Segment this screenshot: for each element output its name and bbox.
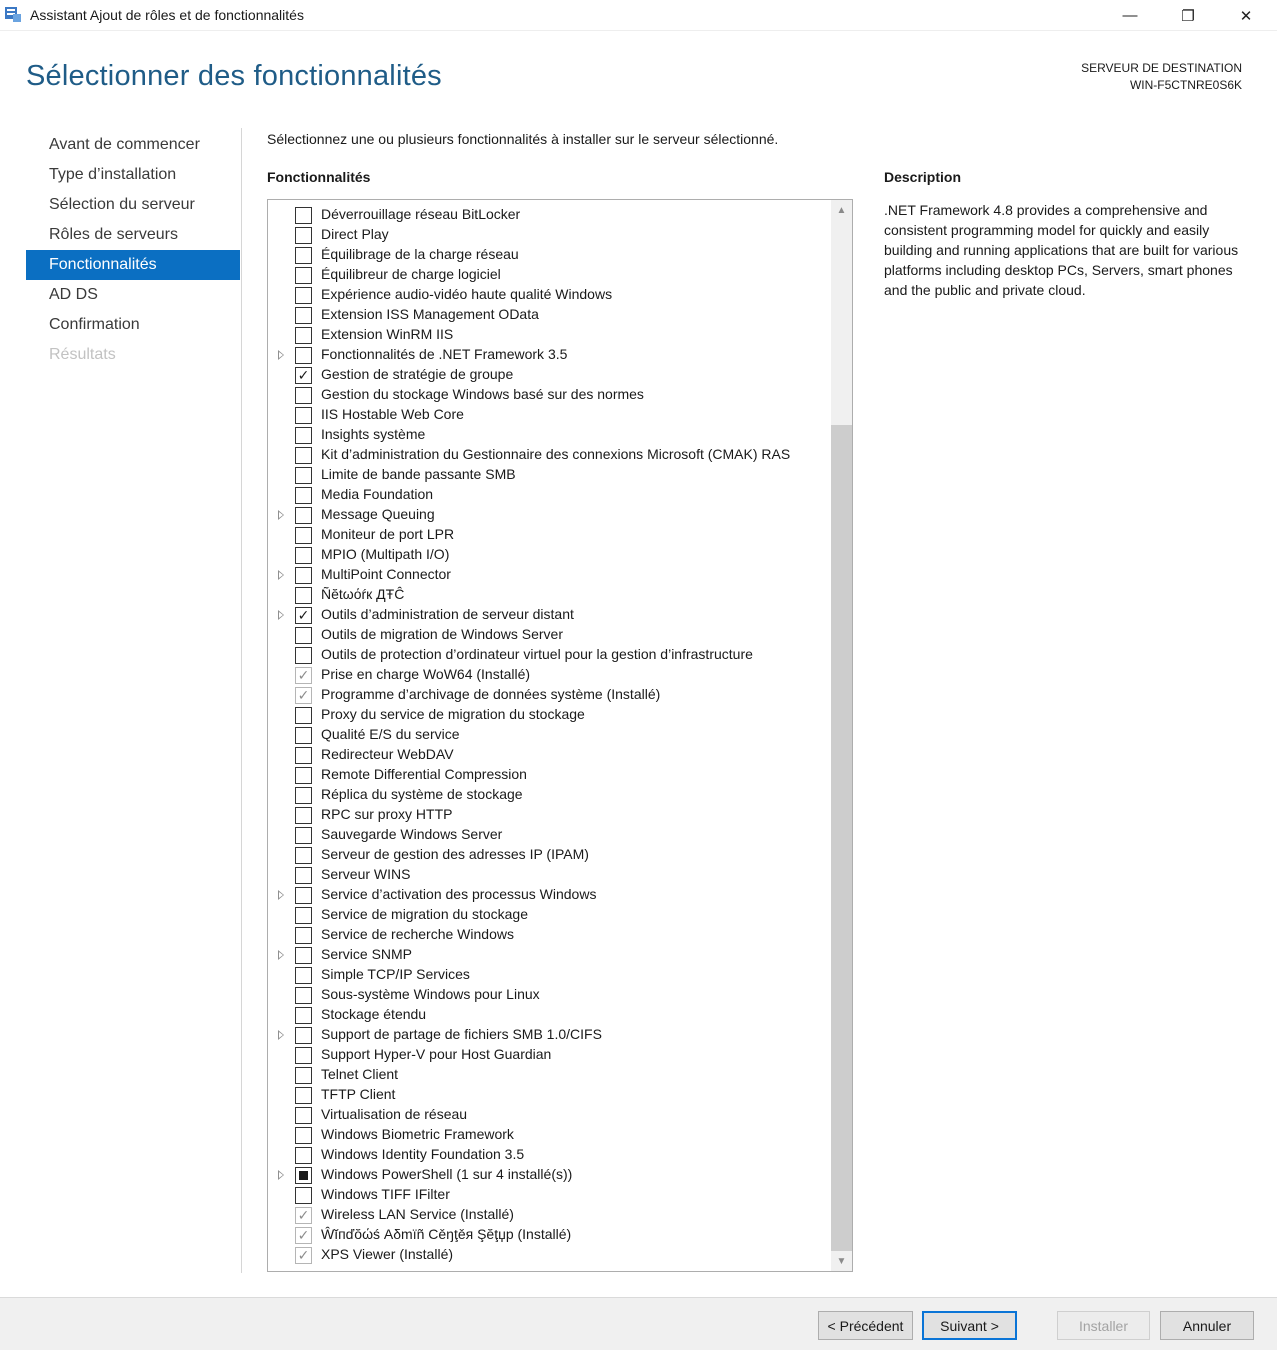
feature-label: Windows Biometric Framework <box>321 1126 514 1142</box>
previous-button[interactable]: < Précédent <box>818 1311 913 1340</box>
cancel-button[interactable]: Annuler <box>1160 1311 1254 1340</box>
feature-checkbox[interactable] <box>295 467 312 484</box>
feature-checkbox[interactable] <box>295 987 312 1004</box>
feature-checkbox[interactable] <box>295 767 312 784</box>
feature-label: Insights système <box>321 426 426 442</box>
feature-label: Qualité E/S du service <box>321 726 460 742</box>
restore-icon: ❐ <box>1181 7 1195 25</box>
minimize-icon: — <box>1122 7 1138 24</box>
scroll-down-button[interactable] <box>831 1251 852 1271</box>
feature-row[interactable] <box>268 605 831 625</box>
feature-row[interactable] <box>268 445 831 465</box>
feature-label: Serveur de gestion des adresses IP (IPAM) <box>321 846 589 862</box>
feature-row[interactable] <box>268 585 831 605</box>
feature-row[interactable] <box>268 365 831 385</box>
feature-checkbox[interactable] <box>295 867 312 884</box>
feature-label: Gestion du stockage Windows basé sur des normes <box>321 386 644 402</box>
feature-label: RPC sur proxy HTTP <box>321 806 453 822</box>
feature-row[interactable] <box>268 745 831 765</box>
nav-item: Résultats <box>49 346 116 363</box>
feature-row[interactable] <box>268 1125 831 1145</box>
feature-checkbox[interactable] <box>295 587 312 604</box>
feature-label: MultiPoint Connector <box>321 566 451 582</box>
next-button[interactable]: Suivant > <box>922 1311 1017 1340</box>
feature-checkbox[interactable] <box>295 347 312 364</box>
features-scrollbar[interactable] <box>831 200 852 1271</box>
feature-label: TFTP Client <box>321 1086 396 1102</box>
feature-checkbox: ✓ <box>295 1227 312 1244</box>
features-heading: Fonctionnalités <box>267 169 371 185</box>
nav-item[interactable]: Fonctionnalités <box>26 250 240 280</box>
feature-label: Gestion de stratégie de groupe <box>321 366 514 382</box>
feature-row[interactable] <box>268 1225 831 1245</box>
server-manager-icon <box>4 5 22 23</box>
feature-row[interactable] <box>268 305 831 325</box>
feature-label: Programme d’archivage de données système (Installé) <box>321 686 661 702</box>
feature-checkbox[interactable] <box>295 727 312 744</box>
feature-checkbox[interactable] <box>295 507 312 524</box>
feature-checkbox[interactable] <box>295 807 312 824</box>
scroll-thumb[interactable] <box>831 425 852 1251</box>
feature-row[interactable] <box>268 505 831 525</box>
feature-label: Sauvegarde Windows Server <box>321 826 503 842</box>
feature-label: Media Foundation <box>321 486 434 502</box>
feature-row[interactable] <box>268 925 831 945</box>
feature-row[interactable] <box>268 665 831 685</box>
feature-checkbox: ✓ <box>295 1247 312 1264</box>
feature-checkbox[interactable] <box>295 527 312 544</box>
feature-checkbox[interactable] <box>295 847 312 864</box>
feature-label: Serveur WINS <box>321 866 411 882</box>
feature-row[interactable] <box>268 205 831 225</box>
feature-label: Limite de bande passante SMB <box>321 466 516 482</box>
feature-label: Stockage étendu <box>321 1006 427 1022</box>
feature-checkbox[interactable] <box>295 627 312 644</box>
feature-label: Virtualisation de réseau <box>321 1106 468 1122</box>
feature-checkbox[interactable] <box>295 207 312 224</box>
feature-checkbox[interactable] <box>295 1007 312 1024</box>
feature-label: Remote Differential Compression <box>321 766 527 782</box>
feature-label: Expérience audio-vidéo haute qualité Windows <box>321 286 613 302</box>
description-text: .NET Framework 4.8 provides a comprehensive and consistent programming model for quickly and easily building and running applications that are built for various platforms including desktop PCs, Servers, smart phones and the public and private cloud. <box>884 202 1239 298</box>
feature-row[interactable] <box>268 1045 831 1065</box>
feature-checkbox[interactable] <box>295 447 312 464</box>
feature-label: Proxy du service de migration du stockage <box>321 706 585 722</box>
feature-row[interactable] <box>268 245 831 265</box>
feature-label: Wireless LAN Service (Installé) <box>321 1206 514 1222</box>
feature-label: Service d’activation des processus Windows <box>321 886 597 902</box>
expand-arrow-icon[interactable] <box>278 950 284 960</box>
feature-row[interactable] <box>268 1005 831 1025</box>
feature-checkbox[interactable] <box>295 787 312 804</box>
feature-checkbox[interactable] <box>295 707 312 724</box>
feature-label: Extension WinRM IIS <box>321 326 454 342</box>
feature-row[interactable] <box>268 705 831 725</box>
feature-label: Outils de protection d’ordinateur virtuel pour la gestion d’infrastructure <box>321 646 753 662</box>
feature-label: Équilibreur de charge logiciel <box>321 266 501 282</box>
feature-checkbox[interactable] <box>295 287 312 304</box>
feature-row[interactable] <box>268 985 831 1005</box>
expand-arrow-icon[interactable] <box>278 1030 284 1040</box>
feature-row[interactable] <box>268 1025 831 1045</box>
install-button: Installer <box>1057 1311 1150 1340</box>
feature-checkbox[interactable] <box>295 387 312 404</box>
feature-checkbox[interactable] <box>295 1067 312 1084</box>
feature-label: Redirecteur WebDAV <box>321 746 454 762</box>
destination-server-label: SERVEUR DE DESTINATION <box>1081 61 1242 75</box>
nav-item[interactable]: Sélection du serveur <box>49 196 195 213</box>
feature-label: Windows TIFF IFilter <box>321 1186 450 1202</box>
feature-row[interactable] <box>268 565 831 585</box>
feature-checkbox: ✓ <box>295 687 312 704</box>
feature-row[interactable] <box>268 645 831 665</box>
feature-label: Ñĕtωόŕк ДŦĈ <box>321 586 405 602</box>
feature-checkbox[interactable] <box>295 227 312 244</box>
feature-row[interactable] <box>268 345 831 365</box>
expand-arrow-icon[interactable] <box>278 890 284 900</box>
nav-item[interactable]: Confirmation <box>49 316 140 333</box>
expand-arrow-icon[interactable] <box>278 1170 284 1180</box>
feature-label: Outils de migration de Windows Server <box>321 626 563 642</box>
feature-checkbox[interactable]: ✓ <box>295 607 312 624</box>
feature-label: Service de recherche Windows <box>321 926 514 942</box>
feature-row[interactable] <box>268 625 831 645</box>
feature-row[interactable] <box>268 865 831 885</box>
feature-checkbox[interactable] <box>295 1107 312 1124</box>
feature-checkbox: ✓ <box>295 667 312 684</box>
description-heading: Description <box>884 169 962 185</box>
feature-checkbox[interactable] <box>295 267 312 284</box>
feature-checkbox[interactable] <box>295 407 312 424</box>
feature-row[interactable] <box>268 685 831 705</box>
feature-checkbox[interactable] <box>295 1127 312 1144</box>
feature-checkbox[interactable] <box>295 307 312 324</box>
feature-row[interactable] <box>268 545 831 565</box>
feature-row[interactable] <box>268 465 831 485</box>
feature-row[interactable] <box>268 885 831 905</box>
feature-row[interactable] <box>268 725 831 745</box>
feature-checkbox[interactable] <box>295 567 312 584</box>
feature-row[interactable] <box>268 825 831 845</box>
feature-label: Telnet Client <box>321 1066 399 1082</box>
feature-row[interactable] <box>268 265 831 285</box>
feature-label: Fonctionnalités de .NET Framework 3.5 <box>321 346 568 362</box>
title-bar <box>0 0 1277 31</box>
feature-checkbox[interactable] <box>295 427 312 444</box>
feature-row[interactable] <box>268 485 831 505</box>
feature-label: XPS Viewer (Installé) <box>321 1246 454 1262</box>
feature-label: Outils d’administration de serveur distant <box>321 606 574 622</box>
feature-row[interactable] <box>268 325 831 345</box>
close-icon: ✕ <box>1239 7 1253 25</box>
feature-checkbox[interactable] <box>295 1047 312 1064</box>
minimize-button[interactable] <box>1102 0 1158 31</box>
feature-row[interactable] <box>268 965 831 985</box>
feature-label: Équilibrage de la charge réseau <box>321 246 519 262</box>
feature-checkbox[interactable] <box>295 1147 312 1164</box>
feature-label: MPIO (Multipath I/O) <box>321 546 450 562</box>
close-button[interactable] <box>1218 0 1274 31</box>
scroll-up-button[interactable] <box>831 200 852 220</box>
feature-checkbox[interactable] <box>295 487 312 504</box>
wizard-steps-nav <box>26 130 240 370</box>
feature-checkbox[interactable] <box>295 647 312 664</box>
feature-row[interactable] <box>268 225 831 245</box>
feature-label: Moniteur de port LPR <box>321 526 455 542</box>
feature-row[interactable] <box>268 1205 831 1225</box>
feature-checkbox[interactable] <box>295 947 312 964</box>
expand-arrow-icon[interactable] <box>278 570 284 580</box>
feature-row[interactable] <box>268 905 831 925</box>
feature-label: Windows Identity Foundation 3.5 <box>321 1146 525 1162</box>
feature-label: Direct Play <box>321 226 389 242</box>
feature-row[interactable] <box>268 1165 831 1185</box>
feature-checkbox[interactable] <box>295 1087 312 1104</box>
scroll-up-icon: ▲ <box>836 204 847 216</box>
expand-arrow-icon[interactable] <box>278 610 284 620</box>
feature-row[interactable] <box>268 525 831 545</box>
feature-label: Service de migration du stockage <box>321 906 528 922</box>
feature-checkbox[interactable] <box>295 327 312 344</box>
feature-label: Ŵĭпďŏώś Аδmïñ Сěŋţěя Şĕţџp (Installé) <box>321 1226 572 1242</box>
feature-label: Prise en charge WoW64 (Installé) <box>321 666 531 682</box>
expand-arrow-icon[interactable] <box>278 350 284 360</box>
nav-item[interactable]: Type d’installation <box>49 166 177 183</box>
feature-checkbox[interactable] <box>295 827 312 844</box>
feature-label: Kit d’administration du Gestionnaire des connexions Microsoft (CMAK) RAS <box>321 446 791 462</box>
feature-checkbox[interactable] <box>295 907 312 924</box>
feature-checkbox[interactable] <box>295 1187 312 1204</box>
feature-label: Windows PowerShell (1 sur 4 installé(s)) <box>321 1166 573 1182</box>
feature-label: Message Queuing <box>321 506 435 522</box>
features-rows <box>268 205 831 1265</box>
instructions-text: Sélectionnez une ou plusieurs fonctionnalités à installer sur le serveur sélectionné. <box>267 131 779 147</box>
feature-checkbox[interactable] <box>295 1167 312 1184</box>
feature-checkbox[interactable] <box>295 1027 312 1044</box>
expand-arrow-icon[interactable] <box>278 510 284 520</box>
feature-checkbox[interactable] <box>295 247 312 264</box>
nav-item[interactable]: AD DS <box>49 286 98 303</box>
nav-item[interactable]: Rôles de serveurs <box>49 226 178 243</box>
features-list[interactable] <box>267 199 853 1272</box>
feature-checkbox[interactable]: ✓ <box>295 367 312 384</box>
feature-row[interactable] <box>268 385 831 405</box>
feature-row[interactable] <box>268 1105 831 1125</box>
window-title: Assistant Ajout de rôles et de fonctionnalités <box>30 7 304 23</box>
page-title: Sélectionner des fonctionnalités <box>26 60 442 92</box>
feature-checkbox: ✓ <box>295 1207 312 1224</box>
feature-label: Support de partage de fichiers SMB 1.0/CIFS <box>321 1026 602 1042</box>
feature-row[interactable] <box>268 1065 831 1085</box>
feature-row[interactable] <box>268 425 831 445</box>
restore-button[interactable] <box>1160 0 1216 31</box>
scroll-down-icon: ▼ <box>836 1255 847 1267</box>
feature-checkbox[interactable] <box>295 747 312 764</box>
feature-row[interactable] <box>268 1145 831 1165</box>
feature-label: Service SNMP <box>321 946 413 962</box>
feature-row[interactable] <box>268 785 831 805</box>
feature-label: Réplica du système de stockage <box>321 786 523 802</box>
feature-row[interactable] <box>268 285 831 305</box>
feature-checkbox[interactable] <box>295 927 312 944</box>
feature-checkbox[interactable] <box>295 887 312 904</box>
feature-row[interactable] <box>268 1085 831 1105</box>
feature-label: Sous-système Windows pour Linux <box>321 986 540 1002</box>
feature-row[interactable] <box>268 1185 831 1205</box>
destination-server-name: WIN-F5CTNRE0S6K <box>1129 78 1242 92</box>
feature-row[interactable] <box>268 765 831 785</box>
feature-checkbox[interactable] <box>295 967 312 984</box>
feature-row[interactable] <box>268 945 831 965</box>
feature-label: IIS Hostable Web Core <box>321 406 464 422</box>
feature-label: Simple TCP/IP Services <box>321 966 470 982</box>
feature-row[interactable] <box>268 845 831 865</box>
feature-row[interactable] <box>268 405 831 425</box>
feature-row[interactable] <box>268 805 831 825</box>
feature-label: Déverrouillage réseau BitLocker <box>321 206 521 222</box>
nav-item[interactable]: Avant de commencer <box>49 136 200 153</box>
feature-label: Support Hyper-V pour Host Guardian <box>321 1046 552 1062</box>
nav-divider <box>241 128 242 1273</box>
feature-row[interactable] <box>268 1245 831 1265</box>
feature-checkbox[interactable] <box>295 547 312 564</box>
feature-label: Extension ISS Management OData <box>321 306 539 322</box>
